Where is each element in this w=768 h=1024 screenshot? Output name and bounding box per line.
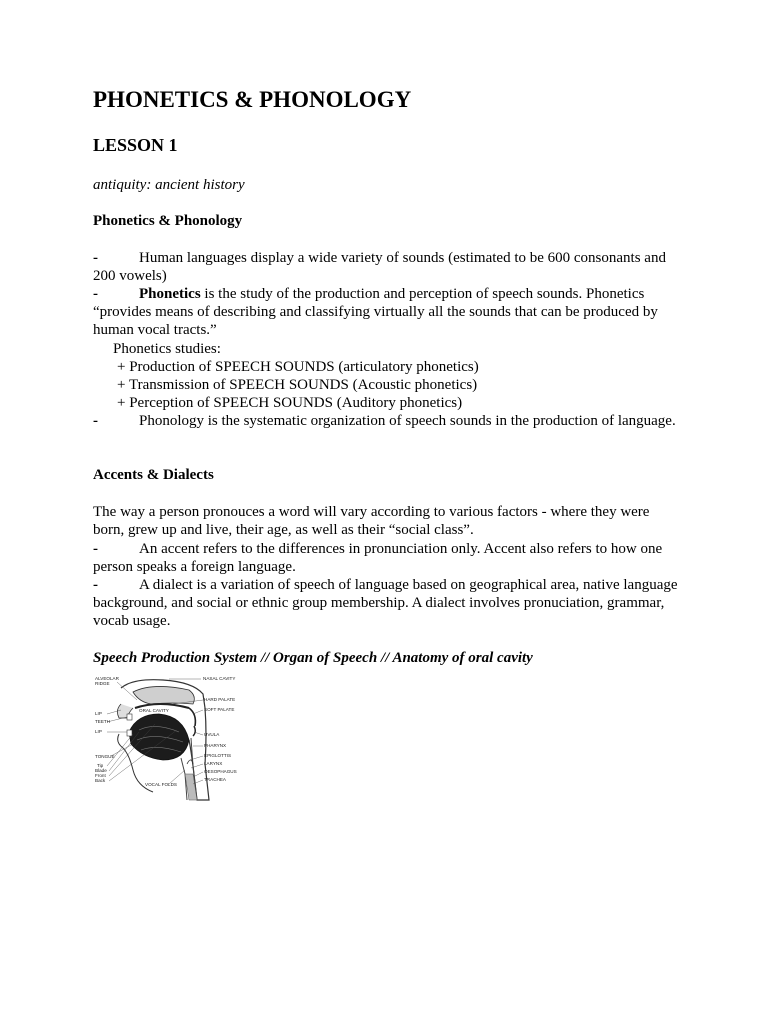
bullet-dash: -: [93, 577, 98, 593]
label-nasal-cavity: NASAL CAVITY: [203, 676, 236, 681]
oral-cavity-diagram: [93, 674, 263, 802]
label-tongue: TONGUE: [95, 754, 115, 759]
bullet-dash: -: [93, 250, 98, 266]
diagram-caption: Speech Production System // Organ of Speech // Anatomy of oral cavity: [93, 650, 533, 666]
label-trachea: TRACHEA: [204, 777, 226, 782]
bullet-dialect-definition: [93, 576, 683, 631]
label-ridge: RIDGE: [95, 681, 110, 686]
label-vocal-folds: VOCAL FOLDS: [145, 782, 177, 787]
studies-item-perception: + Perception of SPEECH SOUNDS (Auditory phonetics): [117, 395, 463, 411]
document-title: PHONETICS & PHONOLOGY: [93, 87, 412, 112]
vocabulary-note: antiquity: ancient history: [93, 177, 245, 193]
bullet-dash: -: [93, 413, 98, 429]
label-pharynx: PHARYNX: [204, 743, 227, 748]
label-lip-lower: LIP: [95, 729, 102, 734]
term-phonetics: Phonetics: [139, 286, 201, 302]
studies-item-transmission: + Transmission of SPEECH SOUNDS (Acoustic phonetics): [117, 377, 478, 393]
bullet-dash: -: [93, 541, 98, 557]
phonetics-studies-label: Phonetics studies:: [113, 341, 221, 357]
bullet-text: Human languages display a wide variety of sounds (estimated to be 600 consonants and 200 vowels): [93, 250, 666, 285]
bullet-text: Phonology is the systematic organization of speech sounds in the production of language.: [139, 413, 676, 429]
label-tongue-back: Back: [95, 778, 106, 783]
bullet-accent-definition: [93, 540, 683, 576]
label-tongue-front: Front: [95, 773, 106, 778]
bullet-human-languages: [93, 249, 683, 285]
label-teeth: TEETH: [95, 719, 111, 724]
accents-intro-paragraph: The way a person pronouces a word will vary according to various factors - where they were born, grew up and live, their age, as well as their “social class”.: [93, 504, 650, 539]
label-epiglottis: EPIGLOTTIS: [204, 753, 232, 758]
label-lip-upper: LIP: [95, 711, 102, 716]
label-uvula: UVULA: [204, 732, 220, 737]
bullet-phonetics-definition: [93, 285, 683, 340]
bullet-text: A dialect is a variation of speech of language based on geographical area, native language background, and social or ethnic group membership. A dialect involves pronuciation, grammar, vocab usage.: [93, 577, 678, 630]
section-heading-phonetics-phonology: Phonetics & Phonology: [93, 213, 243, 229]
lesson-heading: LESSON 1: [93, 135, 178, 155]
bullet-text: is the study of the production and perception of speech sounds. Phonetics “provides means of describing and classifying virtually all the sounds that can be produced by human vocal tracts.”: [93, 286, 658, 339]
label-alveolar: ALVEOLAR: [95, 676, 119, 681]
label-hard-palate: HARD PALATE: [204, 697, 236, 702]
label-larynx: LARYNX: [204, 761, 223, 766]
label-oesophagus: OESOPHAGUS: [204, 769, 237, 774]
bullet-text: An accent refers to the differences in pronunciation only. Accent also refers to how one person speaks a foreign language.: [93, 541, 663, 576]
label-oral-cavity: ORAL CAVITY: [139, 708, 169, 713]
label-soft-palate: SOFT PALATE: [204, 707, 235, 712]
bullet-dash: -: [93, 286, 98, 302]
label-tongue-blade: Blade: [95, 768, 107, 773]
bullet-phonology-definition: [93, 412, 683, 430]
label-tongue-tip: Tip: [97, 763, 104, 768]
studies-item-production: + Production of SPEECH SOUNDS (articulatory phonetics): [117, 359, 479, 375]
section-heading-accents-dialects: Accents & Dialects: [93, 467, 214, 483]
